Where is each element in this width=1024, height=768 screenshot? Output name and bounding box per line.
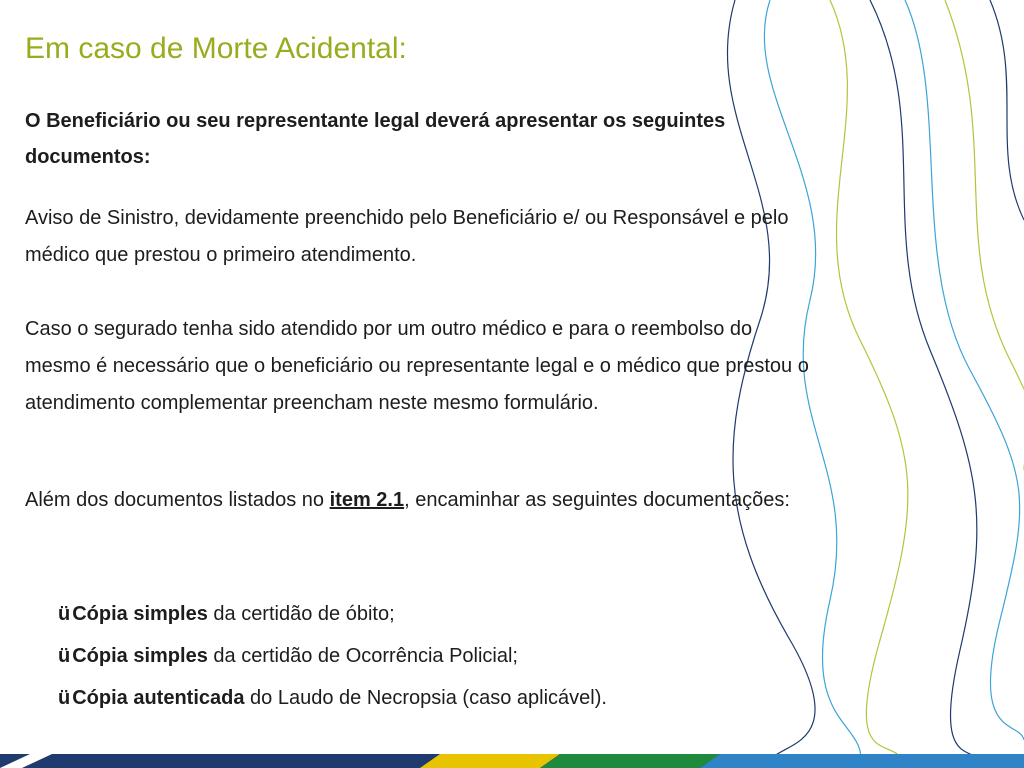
checkmark-icon: ü [58, 603, 71, 625]
list-item [58, 635, 607, 677]
wave-line [905, 0, 1024, 740]
checkmark-icon: ü [58, 687, 71, 709]
document-description: da certidão de Ocorrência Policial; [207, 645, 518, 667]
paragraph-text: , encaminhar as seguintes documentações: [404, 489, 790, 511]
document-list [58, 593, 607, 719]
list-item [58, 593, 607, 635]
list-item [58, 677, 607, 719]
slide-title: Em caso de Morte Acidental: [25, 32, 407, 65]
wave-line [990, 0, 1024, 220]
checkmark-icon: ü [58, 645, 71, 667]
wave-line [870, 0, 985, 768]
document-type: Cópia autenticada [72, 687, 245, 709]
paragraph-additional-docs [25, 482, 815, 519]
paragraph-text: Além dos documentos listados no [25, 489, 330, 511]
document-description: da certidão de óbito; [207, 603, 395, 625]
wave-line [945, 0, 1024, 470]
paragraph-other-doctor: Caso o segurado tenha sido atendido por um outro médico e para o reembolso do mesmo é necessário que o beneficiário ou representante legal e o médico que prestou o atendimento complementar preencham neste mesmo formulário. [25, 318, 809, 414]
item-reference-link[interactable]: item 2.1 [329, 489, 405, 511]
document-type: Cópia simples [72, 603, 208, 625]
wave-line [830, 0, 908, 768]
document-description: do Laudo de Necropsia (caso aplicável). [244, 687, 607, 709]
document-type: Cópia simples [72, 645, 208, 667]
intro-text: O Beneficiário ou seu representante legal deverá apresentar os seguintes documentos: [25, 110, 726, 168]
bottom-band [0, 754, 1024, 768]
paragraph-claim-notice: Aviso de Sinistro, devidamente preenchido pelo Beneficiário e/ ou Responsável e pelo médico que prestou o primeiro atendimento. [25, 207, 789, 266]
